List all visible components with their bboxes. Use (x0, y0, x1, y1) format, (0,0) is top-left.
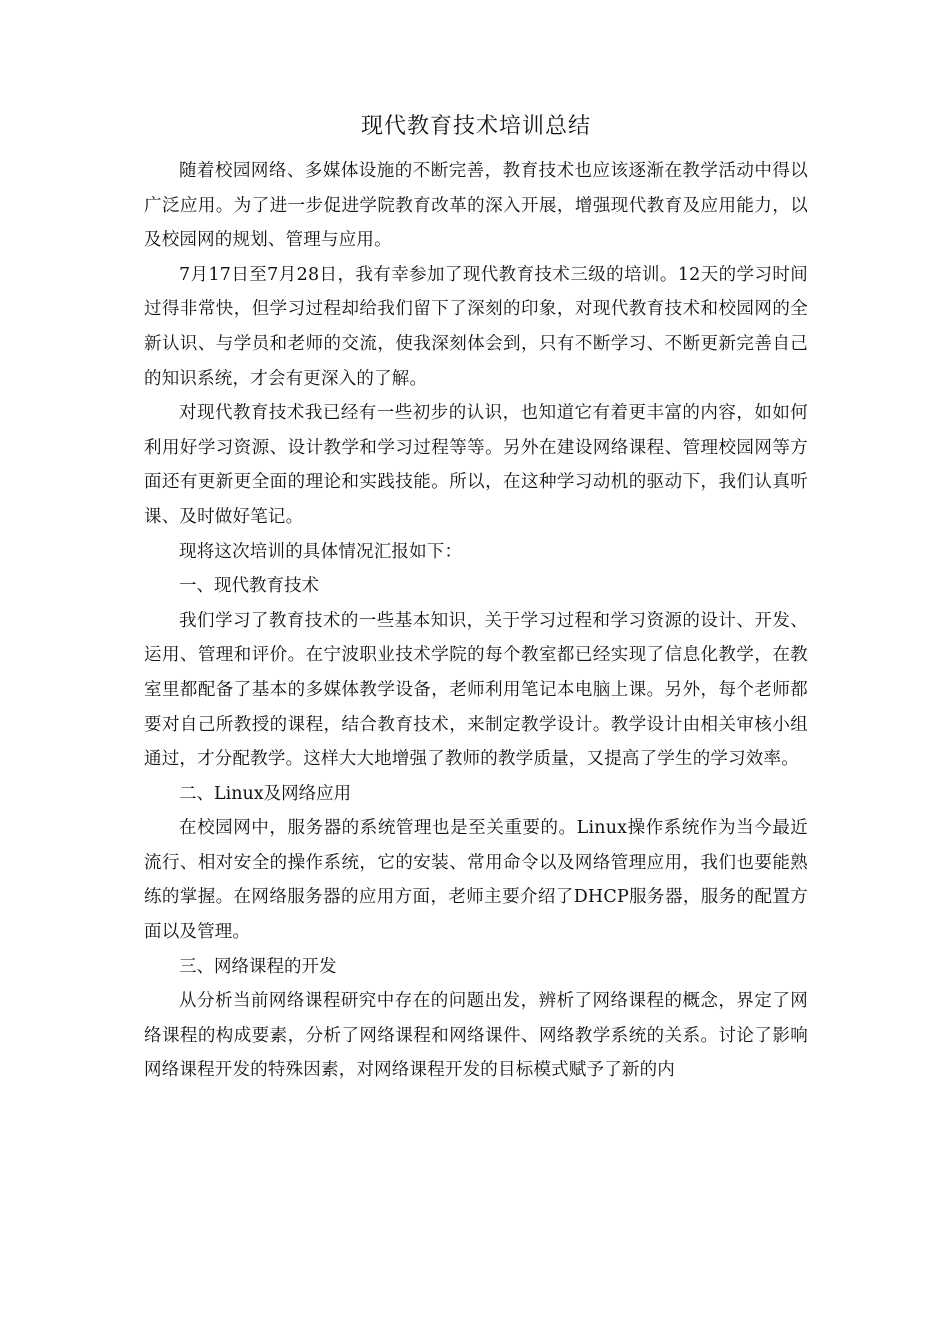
section-heading-online-course: 三、网络课程的开发 (179, 956, 337, 977)
training-dates-paragraph: 7月17日至7月28日，我有幸参加了现代教育技术三级的培训。12天的学习时间过得非常快，但学习过程却给我们留下了深刻的印象，对现代教育技术和校园网的全新认识、与学员和老师的交流，使我深刻体会到，只有不断学习、不断更新完善自己的知识系统，才会有更深入的了解。 (144, 264, 808, 389)
section-heading-modern-edu-tech: 一、现代教育技术 (179, 576, 319, 597)
document-page (144, 112, 808, 1088)
understanding-paragraph: 对现代教育技术我已经有一些初步的认识，也知道它有着更丰富的内容，如如何利用好学习资源、设计教学和学习过程等等。另外在建设网络课程、管理校园网等方面还有更新更全面的理论和实践技能。所以，在这种学习动机的驱动下，我们认真听课、及时做好笔记。 (144, 403, 808, 527)
section-body-modern-edu-tech: 我们学习了教育技术的一些基本知识，关于学习过程和学习资源的设计、开发、运用、管理和评价。在宁波职业技术学院的每个教室都已经实现了信息化教学，在教室里都配备了基本的多媒体教学设备，老师利用笔记本电脑上课。另外，每个老师都要对自己所教授的课程，结合教育技术，来制定教学设计。教学设计由相关审核小组通过，才分配教学。这样大大地增强了教师的教学质量，又提高了学生的学习效率。 (144, 610, 808, 770)
section-body-linux: 在校园网中，服务器的系统管理也是至关重要的。Linux操作系统作为当今最近流行、相对安全的操作系统，它的安装、常用命令以及网络管理应用，我们也要能熟练的掌握。在网络服务器的应用方面，老师主要介绍了DHCP服务器，服务的配置方面以及管理。 (144, 818, 808, 943)
section-heading-linux: 二、Linux及网络应用 (179, 783, 352, 804)
document-title: 现代教育技术培训总结 (360, 114, 591, 139)
intro-paragraph: 随着校园网络、多媒体设施的不断完善，教育技术也应该逐渐在教学活动中得以广泛应用。为了进一步促进学院教育改革的深入开展，增强现代教育及应用能力，以及校园网的规划、管理与应用。 (144, 161, 808, 251)
section-body-online-course: 从分析当前网络课程研究中存在的问题出发，辨析了网络课程的概念，界定了网络课程的构成要素，分析了网络课程和网络课件、网络教学系统的关系。讨论了影响网络课程开发的特殊因素，对网络课程开发的目标模式赋予了新的内 (144, 991, 808, 1081)
report-intro-paragraph: 现将这次培训的具体情况汇报如下： (179, 541, 463, 562)
